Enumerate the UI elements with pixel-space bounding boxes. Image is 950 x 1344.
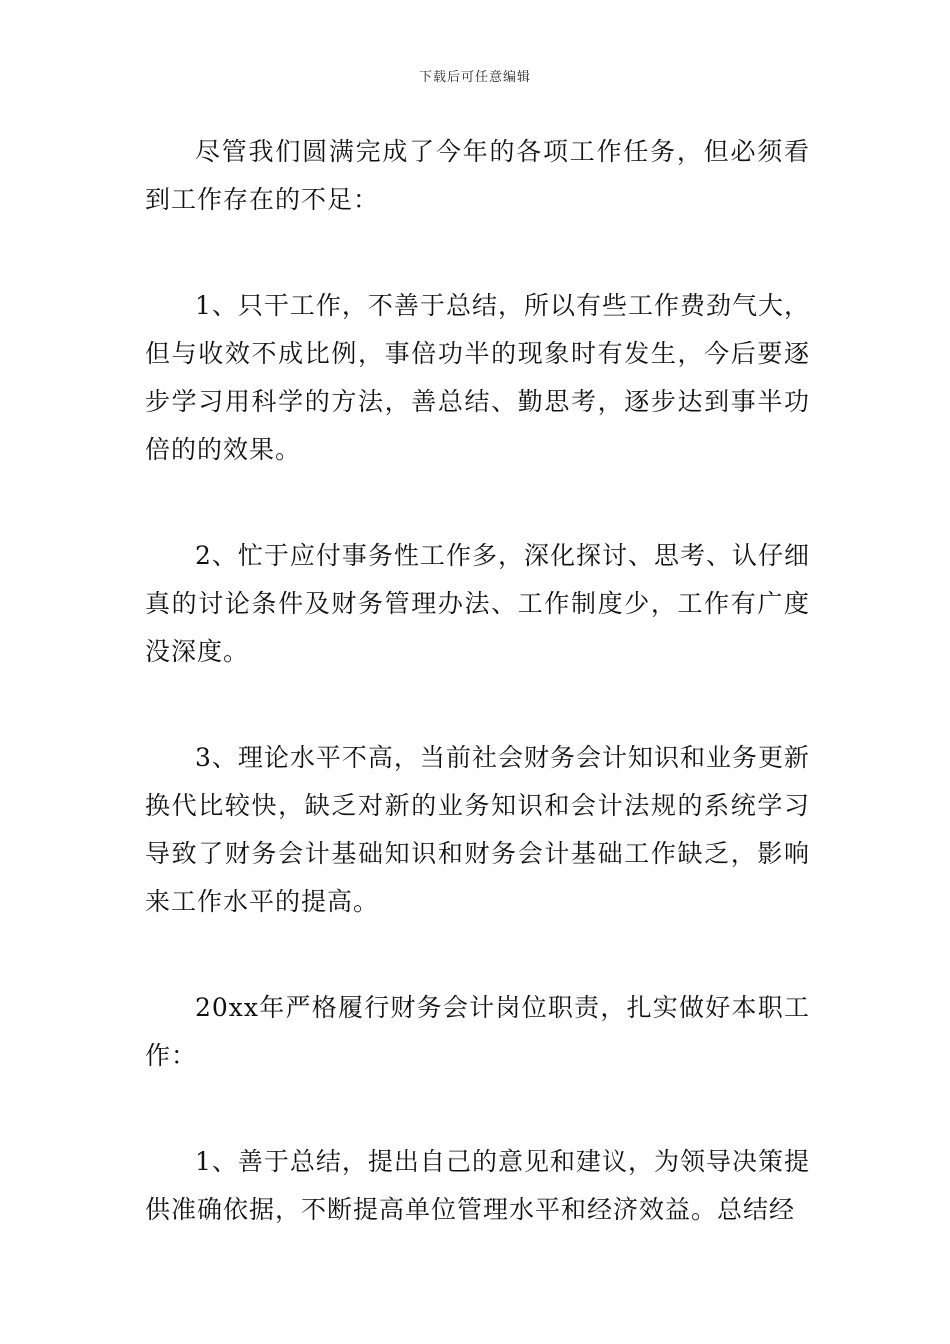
- paragraph-shortcoming-1: 1、只干工作，不善于总结，所以有些工作费劲气大，但与收效不成比例，事倍功半的现象时有发生，今后要逐步学习用科学的方法，善总结、勤思考，逐步达到事半功倍的的效果。: [145, 291, 810, 464]
- paragraph-plan-intro: 20xx年严格履行财务会计岗位职责，扎实做好本职工作：: [145, 993, 810, 1070]
- paragraph-shortcoming-2: 2、忙于应付事务性工作多，深化探讨、思考、认仔细真的讨论条件及财务管理办法、工作制度少，工作有广度没深度。: [145, 541, 810, 666]
- document-body: [145, 128, 810, 1292]
- paragraph-intro: 尽管我们圆满完成了今年的各项工作任务，但必须看到工作存在的不足：: [145, 137, 810, 214]
- paragraph-plan-1: 1、善于总结，提出自己的意见和建议，为领导决策提供准确依据，不断提高单位管理水平和经济效益。总结经: [145, 1147, 810, 1224]
- paragraph-shortcoming-3: 3、理论水平不高，当前社会财务会计知识和业务更新换代比较快，缺乏对新的业务知识和会计法规的系统学习导致了财务会计基础知识和财务会计基础工作缺乏，影响来工作水平的提高。: [145, 743, 810, 916]
- page-header: 下载后可任意编辑: [418, 70, 531, 85]
